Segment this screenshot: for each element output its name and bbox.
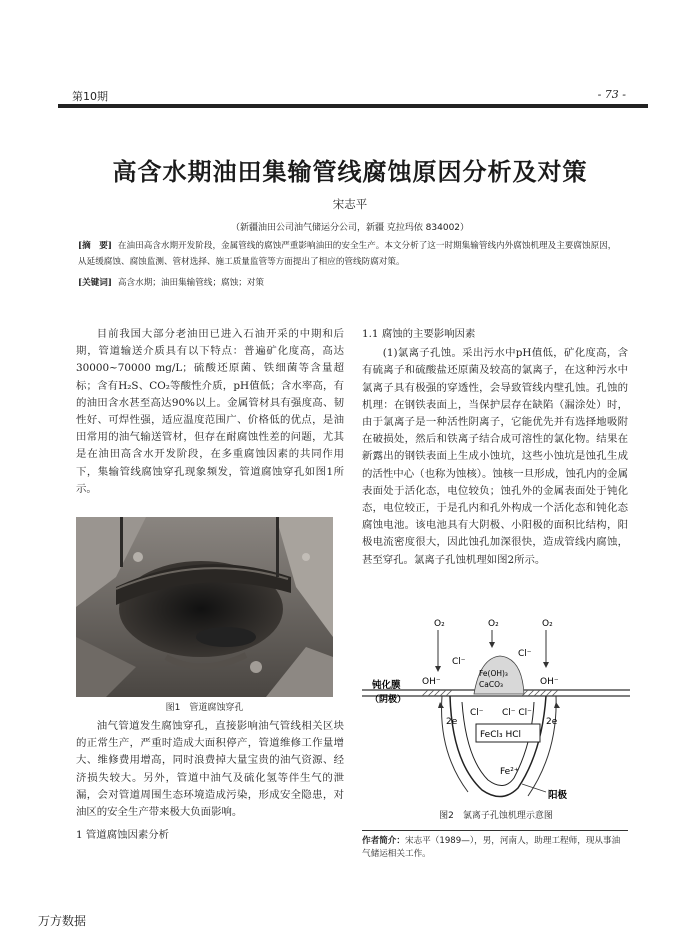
keywords-label: [关键词]: [78, 278, 112, 288]
feoh3-label: Fe(OH)₃: [479, 669, 508, 678]
figure2-caption: 图2 氯离子孔蚀机理示意图: [439, 811, 553, 821]
anode-label: 阳极: [548, 790, 568, 801]
cl-pair-label: Cl⁻ Cl⁻: [502, 708, 532, 718]
figure1-caption: 图1 管道腐蚀穿孔: [165, 703, 244, 713]
oh-right-label: OH⁻: [540, 677, 559, 687]
abstract-text: 在油田高含水期开发阶段，金属管线的腐蚀严重影响油田的安全生产。本文分析了这一时期集输管线内外腐蚀机理及主要腐蚀原因，从延缓腐蚀、腐蚀监测、管材选择、施工质量监管等方面提出了相应的管线防腐对策。: [78, 241, 617, 267]
author-note-rule: [362, 830, 628, 831]
cl-top-left-label: Cl⁻: [452, 657, 466, 667]
left-column-top: [76, 326, 344, 498]
impact-paragraph: 油气管道发生腐蚀穿孔，直接影响油气管线相关区块的正常生产，严重时造成大面积停产，管道维修工作量增大、维修费用增高，同时浪费掉大量宝贵的油气资源、经济损失较大。另外，管道中油气及硫化氢等伴生气的泄漏，会对管道周围生态环境造成污染，形成安全隐患，对油区的安全生产带来极大负面影响。: [76, 720, 344, 819]
cl-top-right-label: Cl⁻: [518, 649, 532, 659]
header-page-number: - 73 -: [597, 88, 626, 101]
solution-label: FeCl₃ HCl: [480, 730, 522, 740]
chloride-pitting-paragraph: (1)氯离子孔蚀。采出污水中pH值低，矿化度高，含有硫离子和硫酸盐还原菌及较高的氯离子，在这种污水中氯离子具有极强的穿透性，会导致管线内壁孔蚀。孔蚀的机理：在钢铁表面上，当保护层存在缺陷（漏涂处）时，由于氯离子是一种活性阴离子，它能优先并有选择地吸附在破损处，然后和铁离子结合成可溶性的氯化物。结果在新露出的钢铁表面上生成小蚀坑，这些小蚀坑是蚀孔生成的活性中心（也称为蚀核）。蚀核一旦形成，蚀孔内的金属表面处于活化态，电位较负；蚀孔外的金属表面处于钝化态，电位较正，于是孔内和孔外构成一个活化态和钝化态腐蚀电池。该电池具有大阴极、小阳极的面积比结构，阳极电流密度很大，因此蚀孔加深很快，造成管线内腐蚀，甚至穿孔。氯离子孔蚀机理如图2所示。: [362, 347, 628, 566]
footer-watermark: 万方数据: [38, 914, 87, 928]
paper-title: 高含水期油田集输管线腐蚀原因分析及对策: [112, 158, 588, 186]
header-rule: [58, 104, 648, 108]
author-name: 宋志平: [332, 197, 368, 211]
pipe-corrosion-photo: [76, 517, 333, 697]
figure1-photo: [76, 517, 333, 697]
left-column-bottom: [76, 718, 344, 844]
o2-label-3: O₂: [542, 619, 553, 629]
keywords-text: 高含水期；油田集输管线；腐蚀；对策: [117, 278, 265, 288]
section-1-heading: 1 管道腐蚀因素分析: [76, 829, 170, 842]
figure2-diagram: [362, 612, 630, 808]
author-note-text: 宋志平（1989—），男，河南人，助理工程师，现从事油气储运相关工作。: [362, 836, 621, 859]
cl-inner-label: Cl⁻: [470, 708, 484, 718]
passive-film-label: 钝化膜: [372, 680, 401, 691]
intro-paragraph: 目前我国大部分老油田已进入石油开采的中期和后期，管道输送介质具有以下特点：普遍矿化度高，高达30000~70000 mg/L；硫酸还原菌、铁细菌等含量超标；含有H₂S、CO₂等酸性介质，pH值低；含水率高，有的油田含水甚至高达90%以上。金属管材具有强度高、韧性好、可焊性强，适应温度范围广、价格低的优点，是油田常用的油气输送管材，但存在耐腐蚀性差的问题，尤其是在油田高含水开发阶段，在多重腐蚀因素的共同作用下，集输管线腐蚀穿孔现象频发，管道腐蚀穿孔如图1所示。: [76, 328, 344, 495]
abstract-label: [摘 要]: [78, 241, 112, 251]
caco3-label: CaCO₃: [479, 680, 503, 689]
right-column: [362, 326, 628, 569]
fe2-label: Fe²⁺: [500, 767, 519, 777]
o2-label-2: O₂: [488, 619, 499, 629]
author-note: [362, 835, 628, 861]
electron-left-label: 2e: [446, 717, 458, 727]
keywords: [78, 276, 624, 288]
electron-right-label: 2e: [546, 717, 558, 727]
author-affiliation: （新疆油田公司油气储运分公司，新疆 克拉玛依 834002）: [230, 223, 470, 233]
abstract: [78, 238, 624, 270]
chloride-pitting-diagram: [362, 612, 630, 808]
header-issue: 第10期: [72, 90, 108, 103]
section-1-1-heading: 1.1 腐蚀的主要影响因素: [362, 328, 476, 340]
author-note-label: 作者简介：: [362, 836, 405, 846]
cathode-label: （阴极）: [370, 695, 407, 705]
oh-left-label: OH⁻: [422, 677, 441, 687]
o2-label-1: O₂: [434, 619, 445, 629]
